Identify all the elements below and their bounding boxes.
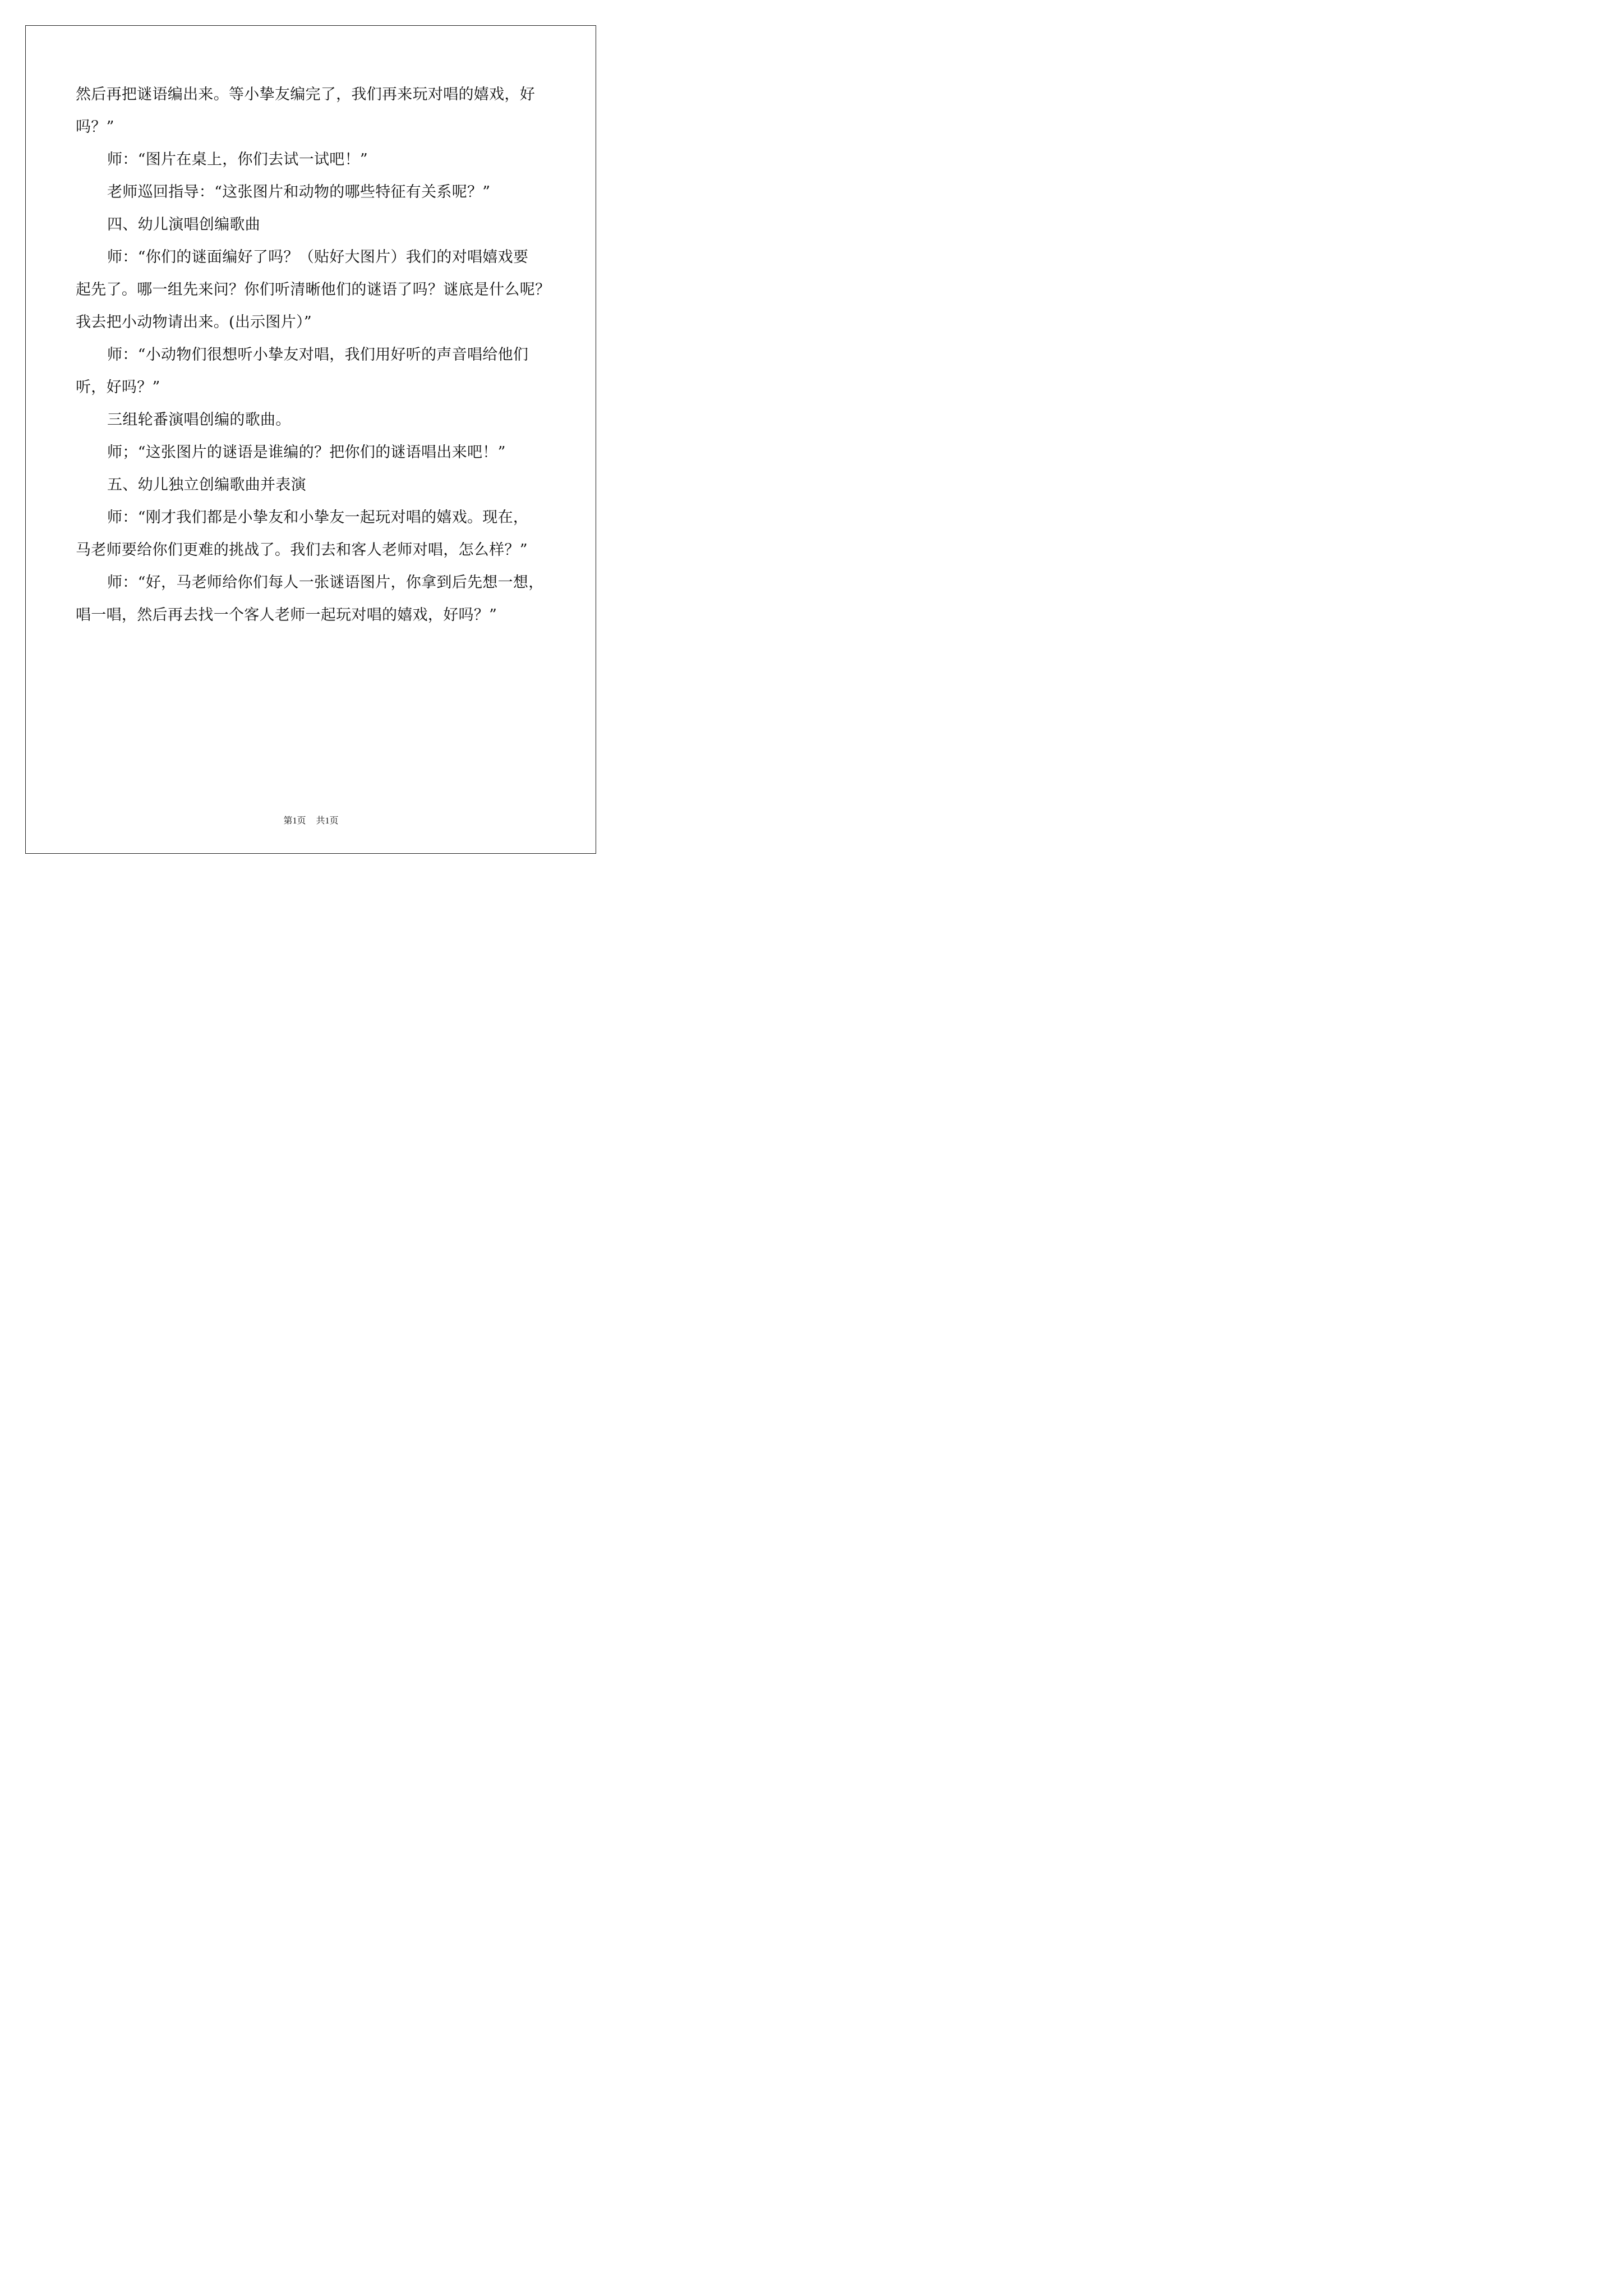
text-line: 师：“小动物们很想听小挚友对唱，我们用好听的声音唱给他们 (107, 346, 529, 364)
text-line: 我去把小动物请出来。(出示图片）” (76, 314, 312, 331)
text-line: 老师巡回指导：“这张图片和动物的哪些特征有关系呢？” (107, 183, 491, 201)
page-footer (0, 815, 622, 828)
text-line: 师：“刚才我们都是小挚友和小挚友一起玩对唱的嬉戏。现在， (107, 509, 529, 526)
text-line: 师；“这张图片的谜语是谁编的？把你们的谜语唱出来吧！” (107, 444, 506, 461)
text-line: 师：“你们的谜面编好了吗？（贴好大图片）我们的对唱嬉戏要 (107, 249, 529, 266)
text-line: 马老师要给你们更难的挑战了。我们去和客人老师对唱，怎么样？” (76, 541, 528, 559)
text-line: 起先了。哪一组先来问？你们听清晰他们的谜语了吗？谜底是什么呢？ (76, 281, 551, 298)
text-line: 四、幼儿演唱创编歌曲 (107, 216, 260, 233)
page-total: 共1页 (316, 816, 339, 826)
text-line: 然后再把谜语编出来。等小挚友编完了，我们再来玩对唱的嬉戏，好 (76, 86, 535, 103)
text-line: 唱一唱，然后再去找一个客人老师一起玩对唱的嬉戏，好吗？” (76, 606, 497, 624)
text-line: 三组轮番演唱创编的歌曲。 (107, 411, 291, 429)
text-line: 听，好吗？” (76, 379, 160, 396)
text-line: 师：“图片在桌上，你们去试一试吧！” (107, 151, 368, 168)
document-body (76, 79, 558, 632)
text-line: 师：“好，马老师给你们每人一张谜语图片，你拿到后先想一想， (107, 574, 544, 591)
text-line: 五、幼儿独立创编歌曲并表演 (107, 476, 306, 494)
text-line: 吗？” (76, 118, 114, 136)
page-number: 第1页 (283, 816, 306, 826)
